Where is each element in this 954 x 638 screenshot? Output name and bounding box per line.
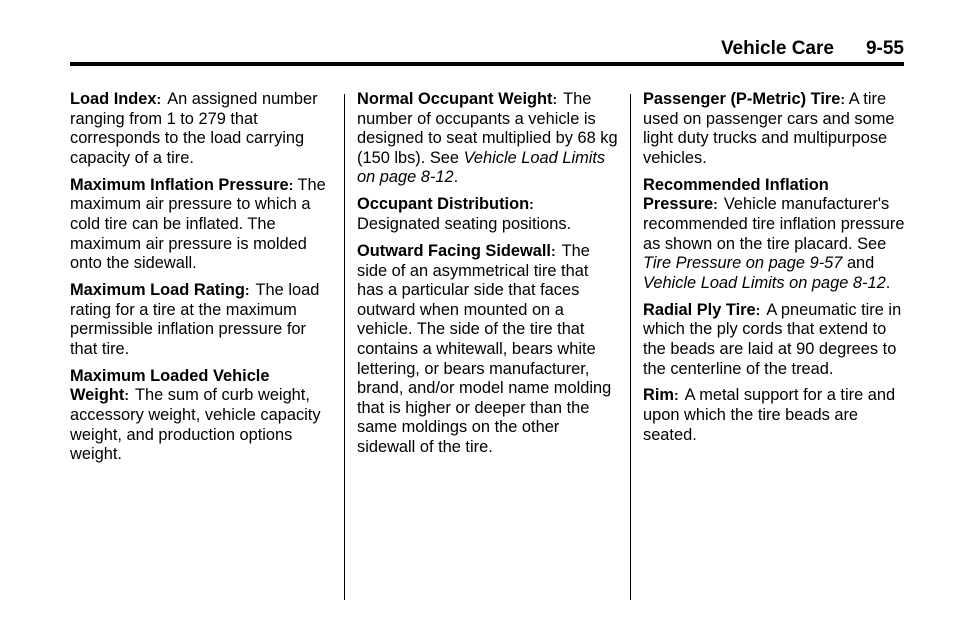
definition: The side of an asymmetrical tire that has a particular side that faces outward when mounted on a vehicle. The side of the tire that contains a whitewall, bears white lettering, or bears manufacturer, brand, and/or model name molding that is higher or deeper than the same moldings on the other sidewall of the tire. [357, 241, 612, 456]
column-1 [70, 90, 332, 472]
term: Radial Ply Tire [643, 300, 756, 319]
column-divider [630, 94, 631, 600]
definition: A metal support for a tire and upon which the tire beads are seated. [643, 386, 896, 444]
term: Occupant Distribution [357, 195, 530, 214]
glossary-entry-max-loaded-vehicle-weight: Maximum Loaded Vehicle Weight: The sum of curb weight, accessory weight, vehicle capacity weight, and production options weight. [70, 366, 321, 464]
definition: The number of occupants a vehicle is designed to seat multiplied by 68 kg (150 lbs). See [357, 90, 618, 167]
definition: The load rating for a tire at the maximum permissible inflation pressure for that tire. [70, 281, 320, 358]
definition: The maximum air pressure to which a cold tire can be inflated. The maximum air pressure is molded onto the sidewall. [70, 175, 326, 273]
glossary-entry-occupant-distribution: Occupant Distribution: Designated seating positions. [357, 195, 572, 233]
glossary-entry-max-inflation-pressure: Maximum Inflation Pressure: The maximum air pressure to which a cold tire can be inflated. The maximum air pressure is molded onto the sidewall. [70, 175, 326, 273]
header-rule [70, 62, 904, 66]
section-title: Vehicle Care [720, 38, 834, 59]
term: Normal Occupant Weight [357, 90, 553, 108]
term: Outward Facing Sidewall [357, 241, 551, 260]
term: Rim [643, 386, 674, 405]
glossary-entry-passenger-tire: Passenger (P-Metric) Tire: A tire used on passenger cars and some light duty trucks and multipurpose vehicles. [643, 90, 895, 167]
glossary-entry-normal-occupant-weight: Normal Occupant Weight: The number of occupants a vehicle is designed to seat multiplied by 68 kg (150 lbs). See Vehicle Load Limits on page 8-12. [357, 90, 618, 187]
cross-reference-link[interactable]: Tire Pressure on page 9-57 [643, 254, 843, 273]
column-2 [357, 90, 619, 465]
definition: Vehicle manufacturer's recommended tire inflation pressure as shown on the tire placard. See [643, 195, 905, 253]
page-number: 9-55 [865, 38, 904, 59]
page-header [721, 38, 904, 60]
cross-reference-link[interactable]: Vehicle Load Limits on page 8-12 [643, 273, 886, 292]
cross-reference-link[interactable]: Vehicle Load Limits on page 8-12 [357, 148, 606, 187]
term: Maximum Load Rating [70, 281, 245, 300]
definition: The sum of curb weight, accessory weight, vehicle capacity weight, and production options weight. [70, 386, 321, 464]
definition: Designated seating positions. [357, 214, 572, 233]
glossary-entry-radial-ply-tire: Radial Ply Tire: A pneumatic tire in which the ply cords that extend to the beads are laid at 90 degrees to the centerline of the tread. [643, 300, 902, 378]
column-3 [643, 90, 905, 453]
column-divider [344, 94, 345, 600]
glossary-entry-recommended-inflation-pressure: Recommended Inflation Pressure: Vehicle manufacturer's recommended tire inflation pressure as shown on the tire placard. See Tire Pressure on page 9-57 and Vehicle Load Limits on page 8-12. [643, 175, 905, 292]
glossary-entry-rim: Rim: A metal support for a tire and upon which the tire beads are seated. [643, 386, 896, 444]
definition: A pneumatic tire in which the ply cords that extend to the beads are laid at 90 degrees to the centerline of the tread. [643, 300, 902, 378]
definition: A tire used on passenger cars and some light duty trucks and multipurpose vehicles. [643, 90, 895, 167]
term: Maximum Inflation Pressure [70, 175, 289, 194]
term: Maximum Loaded Vehicle Weight [70, 366, 270, 405]
glossary-entry-outward-facing-sidewall: Outward Facing Sidewall: The side of an asymmetrical tire that has a particular side that faces outward when mounted on a vehicle. The side of the tire that contains a whitewall, bears white lettering, or bears manufacturer, brand, and/or model name molding that is higher or deeper than the same moldings on the other sidewall of the tire. [357, 241, 612, 456]
term: Recommended Inflation Pressure [643, 175, 829, 214]
term: Passenger (P-Metric) Tire [643, 90, 841, 108]
glossary-entry-max-load-rating: Maximum Load Rating: The load rating for a tire at the maximum permissible inflation pressure for that tire. [70, 281, 320, 358]
definition: An assigned number ranging from 1 to 279 that corresponds to the load carrying capacity of a tire. [70, 90, 318, 167]
term: Load Index [70, 90, 157, 108]
glossary-entry-load-index: Load Index: An assigned number ranging from 1 to 279 that corresponds to the load carrying capacity of a tire. [70, 90, 318, 167]
